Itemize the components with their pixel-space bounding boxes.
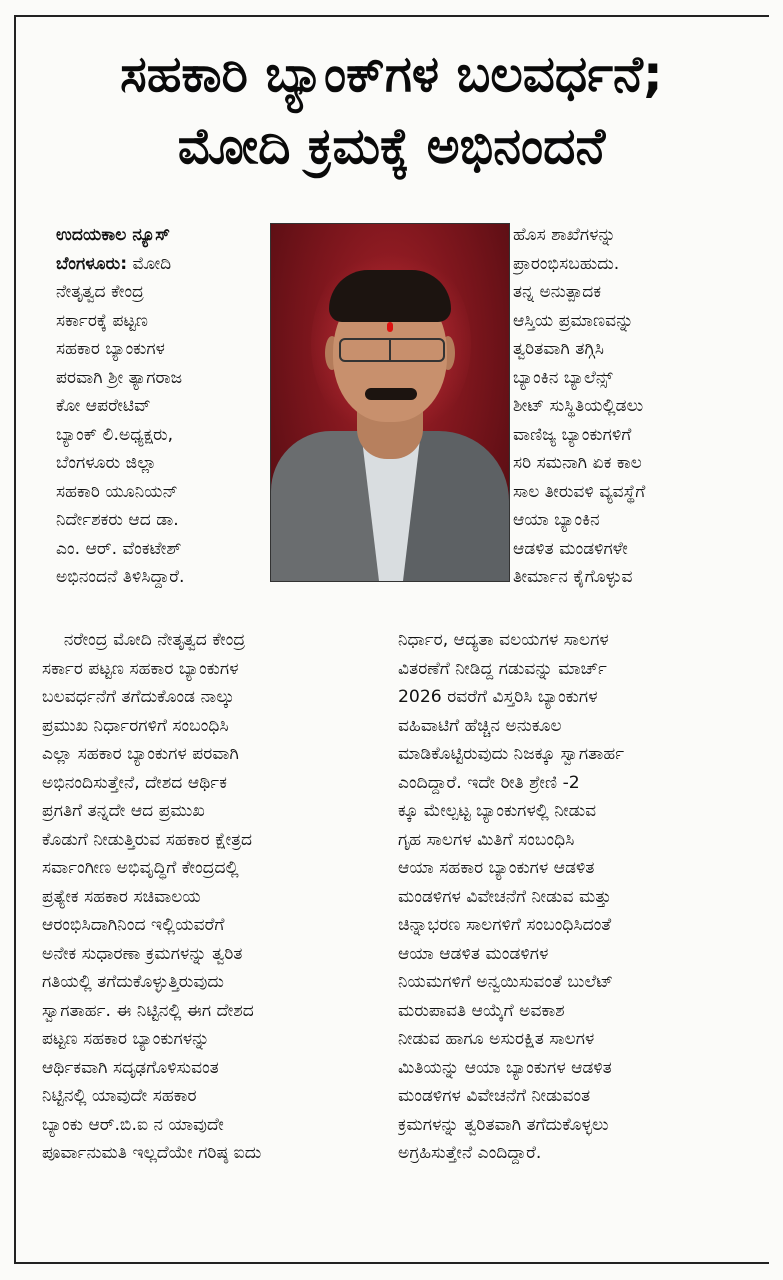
text-line: ಸ್ವಾಗತಾರ್ಹ. ಈ ನಿಟ್ಟಿನಲ್ಲಿ ಈಗ ದೇಶದ — [42, 1000, 254, 1021]
text-line: ಆಸ್ತಿಯ ಪ್ರಮಾಣವನ್ನು — [513, 310, 634, 331]
text-line: ಸಾಲ ತೀರುವಳಿ ವ್ಯವಸ್ಥೆಗೆ — [513, 481, 646, 502]
text-line: ಬಲವರ್ಧನೆಗೆ ತಗೆದುಕೊಂಡ ನಾಲ್ಕು — [42, 687, 235, 707]
text-line: ಸರ್ವಾಂಗೀಣ ಅಭಿವೃದ್ಧಿಗೆ ಕೇಂದ್ರದಲ್ಲಿ — [42, 858, 239, 878]
text-line: ಪಟ್ಟಣ ಸಹಕಾರ ಬ್ಯಾಂಕುಗಳನ್ನು — [42, 1029, 210, 1049]
text-line: ತ್ವರಿತವಾಗಿ ತಗ್ಗಿಸಿ — [513, 339, 604, 359]
text-line: ಮರುಪಾವತಿ ಆಯ್ಕೆಗೆ ಅವಕಾಶ — [398, 1000, 565, 1021]
text-line: ವಹಿವಾಟಿಗೆ ಹೆಚ್ಚಿನ ಅನುಕೂಲ — [398, 715, 562, 736]
article-column-right — [513, 221, 743, 592]
text-line: ಗೃಹ ಸಾಲಗಳ ಮಿತಿಗೆ ಸಂಬಂಧಿಸಿ — [398, 829, 575, 850]
text-line: ಕೋ ಆಪರೇಟಿವ್ — [56, 396, 151, 416]
text-line: ಅನೇಕ ಸುಧಾರಣಾ ಕ್ರಮಗಳನ್ನು ತ್ವರಿತ — [42, 943, 243, 964]
text-line: ಸರ್ಕಾರ ಪಟ್ಟಣ ಸಹಕಾರ ಬ್ಯಾಂಕುಗಳ — [42, 658, 239, 679]
text-line: ಮಂಡಳಿಗಳ ವಿವೇಚನೆಗೆ ನೀಡುವಂತ — [398, 1086, 591, 1106]
text-line: ಪರವಾಗಿ ಶ್ರೀ ತ್ಯಾಗರಾಜ — [56, 367, 183, 388]
byline: ಉದಯಕಾಲ ನ್ಯೂಸ್ — [56, 225, 170, 245]
text-line: 2026 ರವರೆಗೆ ವಿಸ್ತರಿಸಿ ಬ್ಯಾಂಕುಗಳ — [398, 687, 598, 707]
text-line: ಬ್ಯಾಂಕಿನ ಬ್ಯಾಲೆನ್ಸ್ — [513, 367, 613, 388]
text-line: ನಿರ್ದೇಶಕರು ಆದ ಡಾ. — [56, 510, 179, 530]
text-line: ಎಂ. ಆರ್. ವೆಂಕಟೇಶ್ — [56, 538, 182, 559]
text-line: ಗತಿಯಲ್ಲಿ ತಗೆದುಕೊಳ್ಳುತ್ತಿರುವುದು — [42, 972, 224, 992]
text-line: ಆಡಳಿತ ಮಂಡಳಿಗಳೇ — [513, 538, 628, 559]
text-line: ಅಭಿನಂದನೆ ತಿಳಿಸಿದ್ದಾರೆ. — [56, 567, 185, 587]
text-line: ನಿಯಮಗಳಿಗೆ ಅನ್ವಯಿಸುವಂತೆ ಬುಲೆಟ್ — [398, 972, 614, 992]
text-line: ಬ್ಯಾಂಕು ಆರ್.ಬಿ.ಐ ನ ಯಾವುದೇ — [42, 1114, 224, 1135]
text-line: ಮಾಡಿಕೊಟ್ಟಿರುವುದು ನಿಜಕ್ಕೂ ಸ್ವಾಗತಾರ್ಹ — [398, 744, 625, 764]
text-line: ಆಯಾ ಸಹಕಾರ ಬ್ಯಾಂಕುಗಳ ಆಡಳಿತ — [398, 858, 595, 878]
text-line: ಅಭಿನಂದಿಸುತ್ತೇನೆ, ದೇಶದ ಆರ್ಥಿಕ — [42, 772, 227, 793]
text-line: ಆರ್ಥಿಕವಾಗಿ ಸದೃಢಗೊಳಿಸುವಂತ — [42, 1057, 219, 1078]
text-line: ವಾಣಿಜ್ಯ ಬ್ಯಾಂಕುಗಳಿಗೆ — [513, 424, 632, 445]
portrait-photo — [270, 223, 510, 582]
text-line: ಶೀಟ್ ಸುಸ್ಥಿತಿಯಲ್ಲಿಡಲು — [513, 396, 644, 416]
text-line: ಆಯಾ ಬ್ಯಾಂಕಿನ — [513, 510, 600, 530]
text-line: ಹೊಸ ಶಾಖೆಗಳನ್ನು — [513, 225, 616, 245]
text-line: ಸರ್ಕಾರಕ್ಕೆ ಪಟ್ಟಣ — [56, 310, 149, 331]
text-line: ಪ್ರತ್ಯೇಕ ಸಹಕಾರ ಸಚಿವಾಲಯ — [42, 886, 201, 907]
text-line: ತನ್ನ ಅನುತ್ಪಾದಕ — [513, 282, 602, 302]
text-line: ಚಿನ್ನಾಭರಣ ಸಾಲಗಳಿಗೆ ಸಂಬಂಧಿಸಿದಂತೆ — [398, 915, 612, 935]
top-rule — [14, 15, 769, 17]
article-column-left — [56, 221, 266, 592]
text-line: ಸಹಕಾರಿ ಯೂನಿಯನ್ — [56, 481, 178, 502]
text-line: ಸಹಕಾರ ಬ್ಯಾಂಕುಗಳ — [56, 339, 166, 359]
text-line: ಸರಿ ಸಮನಾಗಿ ಏಕ ಕಾಲ — [513, 453, 642, 473]
text-line: ನರೇಂದ್ರ ಮೋದಿ ನೇತೃತ್ವದ ಕೇಂದ್ರ — [42, 630, 246, 650]
text-line: ಪ್ರಮುಖ ನಿರ್ಧಾರಗಳಿಗೆ ಸಂಬಂಧಿಸಿ — [42, 715, 229, 736]
text-line: ಅಗ್ರಹಿಸುತ್ತೇನೆ ಎಂದಿದ್ದಾರೆ. — [398, 1143, 542, 1163]
text-line: ಪ್ರಾರಂಭಿಸಬಹುದು. — [513, 253, 620, 274]
text-line: ಮಂಡಳಿಗಳ ವಿವೇಚನೆಗೆ ನೀಡುವ ಮತ್ತು — [398, 886, 612, 907]
left-border — [14, 15, 16, 1264]
text-line: ವಿತರಣೆಗೆ ನೀಡಿದ್ದ ಗಡುವನ್ನು ಮಾರ್ಚ್ — [398, 658, 607, 679]
text-line: ನೇತೃತ್ವದ ಕೇಂದ್ರ — [56, 282, 144, 302]
dateline: ಬೆಂಗಳೂರು: ಮೋದಿ — [56, 253, 172, 274]
text-line: ಕ್ರಮಗಳನ್ನು ತ್ವರಿತವಾಗಿ ತಗೆದುಕೊಳ್ಳಲು — [398, 1114, 609, 1135]
text-line: ತೀರ್ಮಾನ ಕೈಗೊಳ್ಳುವ — [513, 567, 633, 587]
text-line: ಆರಂಭಿಸಿದಾಗಿನಿಂದ ಇಲ್ಲಿಯವರೆಗೆ — [42, 915, 225, 935]
text-line: ಕ್ಕೂ ಮೇಲ್ಪಟ್ಟ ಬ್ಯಾಂಕುಗಳಲ್ಲಿ ನೀಡುವ — [398, 801, 597, 821]
text-line: ಆಯಾ ಆಡಳಿತ ಮಂಡಳಿಗಳ — [398, 943, 549, 964]
bottom-rule — [14, 1262, 769, 1264]
headline-line-1: ಸಹಕಾರಿ ಬ್ಯಾಂಕ್‌ಗಳ ಬಲವರ್ಧನೆ; — [120, 45, 663, 103]
article-column-bottom-right — [398, 626, 728, 1168]
text-line: ನಿರ್ಧಾರ, ಆದ್ಯತಾ ವಲಯಗಳ ಸಾಲಗಳ — [398, 630, 609, 650]
text-line: ಮಿತಿಯನ್ನು ಆಯಾ ಬ್ಯಾಂಕುಗಳ ಆಡಳಿತ — [398, 1057, 612, 1078]
text-line: ನಿಟ್ಟಿನಲ್ಲಿ ಯಾವುದೇ ಸಹಕಾರ — [42, 1086, 197, 1106]
text-line: ಕೊಡುಗೆ ನೀಡುತ್ತಿರುವ ಸಹಕಾರ ಕ್ಷೇತ್ರದ — [42, 829, 253, 850]
text-line: ಪೂರ್ವಾನುಮತಿ ಇಲ್ಲದೆಯೇ ಗರಿಷ್ಠ ಐದು — [42, 1143, 262, 1163]
text-line: ಎಲ್ಲಾ ಸಹಕಾರ ಬ್ಯಾಂಕುಗಳ ಪರವಾಗಿ — [42, 744, 239, 764]
text-line: ಬ್ಯಾಂಕ್ ಲಿ.ಅಧ್ಯಕ್ಷರು, — [56, 424, 174, 445]
text-line: ಪ್ರಗತಿಗೆ ತನ್ನದೇ ಆದ ಪ್ರಮುಖ — [42, 801, 205, 821]
text-line: ಎಂದಿದ್ದಾರೆ. ಇದೇ ರೀತಿ ಶ್ರೇಣಿ -2 — [398, 772, 580, 793]
text-line: ನೀಡುವ ಹಾಗೂ ಅಸುರಕ್ಷಿತ ಸಾಲಗಳ — [398, 1029, 595, 1049]
text-line: ಬೆಂಗಳೂರು ಜಿಲ್ಲಾ — [56, 453, 157, 473]
headline-line-2: ಮೋದಿ ಕ್ರಮಕ್ಕೆ ಅಭಿನಂದನೆ — [177, 117, 606, 175]
article-column-bottom-left — [42, 626, 377, 1168]
